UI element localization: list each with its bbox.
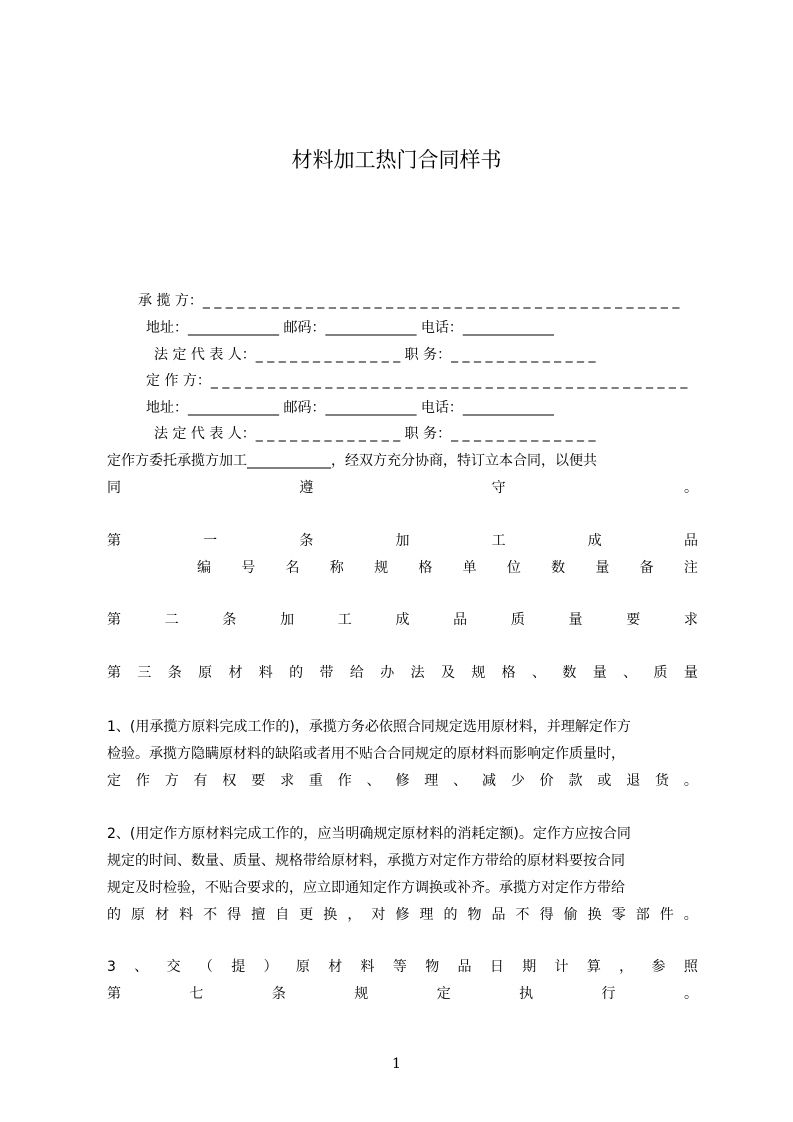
- paragraph-line: 2、(用定作方原材料完成工作的，应当明确规定原材料的消耗定额)。定作方应按合同: [107, 826, 631, 842]
- char: 的: [107, 907, 121, 923]
- char: 材: [155, 907, 170, 923]
- char: 求: [683, 612, 698, 628]
- char: 条: [167, 665, 182, 681]
- char: 物: [425, 959, 440, 975]
- char: 得: [227, 907, 242, 923]
- char: 量: [683, 665, 698, 681]
- char: 理: [424, 773, 439, 789]
- char: 原: [198, 665, 213, 681]
- char: 不: [203, 907, 218, 923]
- char: 量: [592, 665, 607, 681]
- char: 价: [539, 773, 554, 789]
- char: 条: [299, 533, 314, 549]
- char: 名: [285, 560, 300, 576]
- char: 号: [241, 560, 256, 576]
- paragraph-line: [107, 902, 698, 929]
- char: 带: [319, 665, 334, 681]
- paragraph-2: [107, 821, 698, 929]
- paragraph-line: 规定的时间、数量、质量、规格带给原材料，承揽方对定作方带给的原材料要按合同: [107, 853, 625, 869]
- char: 第: [107, 986, 121, 1002]
- char: 、: [453, 773, 468, 789]
- char: 计: [554, 959, 569, 975]
- char: 加: [280, 612, 295, 628]
- contractor-line: 承 揽 方：_ _ _ _ _ _ _ _ _ _ _ _ _ _ _ _ _ _ _ _ _ _ _ _ _ _ _ _ _ _ _ _ _ _ _ _ _ _ _ _ _ _: [138, 293, 680, 309]
- char: 执: [519, 986, 534, 1002]
- char: 部: [635, 907, 650, 923]
- char: 理: [419, 907, 434, 923]
- char: 三: [137, 665, 152, 681]
- char: 第: [107, 533, 121, 549]
- contractor-address-line: 地址：_____________ 邮码：_____________ 电话：_____________: [146, 320, 554, 336]
- char: 偷: [563, 907, 578, 923]
- char: 的: [443, 907, 458, 923]
- char: 位: [506, 560, 521, 576]
- char: 。: [683, 480, 698, 496]
- char: 守: [491, 480, 506, 496]
- char: 要: [626, 612, 641, 628]
- char: 规: [471, 665, 486, 681]
- char: 法: [410, 665, 425, 681]
- char: 照: [683, 959, 698, 975]
- char: 算: [586, 959, 601, 975]
- char: 原: [295, 959, 310, 975]
- paragraph-line: [107, 768, 698, 795]
- char: 、: [134, 959, 149, 975]
- contractor-representative-line: 法 定 代 表 人：_ _ _ _ _ _ _ _ _ _ _ _ _ 职 务：_ _ _ _ _ _ _ _ _ _ _ _ _: [154, 347, 596, 363]
- char: 一: [203, 533, 218, 549]
- char: 有: [193, 773, 208, 789]
- char: 数: [551, 560, 566, 576]
- char: 办: [380, 665, 395, 681]
- char: 同: [107, 480, 121, 496]
- char: 格: [501, 665, 516, 681]
- char: 期: [522, 959, 537, 975]
- char: 得: [539, 907, 554, 923]
- char: 件: [659, 907, 674, 923]
- char: 款: [568, 773, 583, 789]
- char: 、: [532, 665, 547, 681]
- char: 。: [683, 773, 698, 789]
- char: 参: [651, 959, 666, 975]
- char: 条: [271, 986, 286, 1002]
- char: 编: [197, 560, 211, 576]
- char: 第: [107, 665, 121, 681]
- char: 条: [222, 612, 237, 628]
- char: 等: [392, 959, 407, 975]
- char: 定: [436, 986, 451, 1002]
- char: 或: [597, 773, 612, 789]
- char: 物: [467, 907, 482, 923]
- char: 品: [683, 533, 698, 549]
- char: 不: [515, 907, 530, 923]
- intro-line: 定作方委托承揽方加工____________，经双方充分协商，特订立本合同，以便共: [107, 453, 597, 469]
- paragraph-line: 规定及时检验，不贴合要求的，应立即通知定作方调换或补齐。承揽方对定作方带给: [107, 880, 625, 896]
- char: 定: [107, 773, 121, 789]
- char: 材: [228, 665, 243, 681]
- article-1-heading: [107, 531, 698, 551]
- char: 料: [360, 959, 375, 975]
- char: 单: [462, 560, 477, 576]
- article-2-heading: [107, 610, 698, 630]
- client-representative-line: 法 定 代 表 人：_ _ _ _ _ _ _ _ _ _ _ _ _ 职 务：_ _ _ _ _ _ _ _ _ _ _ _ _: [154, 426, 596, 442]
- char: 自: [275, 907, 290, 923]
- char: 。: [683, 907, 698, 923]
- char: 。: [683, 986, 698, 1002]
- char: 换: [323, 907, 338, 923]
- char: 修: [395, 907, 410, 923]
- char: 规: [354, 986, 369, 1002]
- char: 减: [481, 773, 496, 789]
- char: 成: [587, 533, 602, 549]
- char: 、: [623, 665, 638, 681]
- char: 对: [371, 907, 386, 923]
- char: 、: [366, 773, 381, 789]
- char: 料: [258, 665, 273, 681]
- char: 更: [299, 907, 314, 923]
- client-line: 定 作 方：_ _ _ _ _ _ _ _ _ _ _ _ _ _ _ _ _ _ _ _ _ _ _ _ _ _ _ _ _ _ _ _ _ _ _ _ _ _ _ _ _ _: [146, 373, 688, 389]
- page-number: 1: [392, 1056, 401, 1072]
- article-1-columns: [197, 558, 698, 578]
- char: 成: [395, 612, 410, 628]
- char: 七: [189, 986, 204, 1002]
- paragraph-1: [107, 714, 698, 795]
- char: 方: [164, 773, 179, 789]
- char: 零: [611, 907, 626, 923]
- char: 遵: [299, 480, 314, 496]
- char: 少: [510, 773, 525, 789]
- char: 品: [491, 907, 506, 923]
- client-address-line: 地址：_____________ 邮码：_____________ 电话：_____________: [146, 400, 554, 416]
- char: 第: [107, 612, 121, 628]
- char: 3: [107, 959, 116, 975]
- char: 工: [491, 533, 506, 549]
- char: 备: [639, 560, 654, 576]
- char: 规: [374, 560, 389, 576]
- char: ）: [263, 959, 278, 975]
- paragraph-line: 检验。承揽方隐瞒原材料的缺陷或者用不贴合合同规定的原材料而影响定作质量时，: [107, 746, 625, 762]
- char: 货: [655, 773, 670, 789]
- char: 量: [595, 560, 610, 576]
- char: 加: [395, 533, 410, 549]
- char: 工: [337, 612, 352, 628]
- char: 行: [601, 986, 616, 1002]
- article-3-heading: [107, 663, 698, 683]
- intro-end-line: [107, 478, 698, 498]
- paragraph-line: 1、(用承揽方原料完成工作的)，承揽方务必依照合同规定选用原材料，并理解定作方: [107, 719, 631, 735]
- char: 提: [231, 959, 246, 975]
- char: 品: [457, 959, 472, 975]
- char: 质: [653, 665, 668, 681]
- char: 的: [289, 665, 304, 681]
- char: 重: [308, 773, 323, 789]
- char: 注: [683, 560, 698, 576]
- char: 修: [395, 773, 410, 789]
- char: 料: [179, 907, 194, 923]
- char: 作: [135, 773, 150, 789]
- paragraph-3-line-1: [107, 957, 698, 977]
- char: 退: [626, 773, 641, 789]
- char: 作: [337, 773, 352, 789]
- char: 及: [440, 665, 455, 681]
- char: 品: [453, 612, 468, 628]
- char: 原: [131, 907, 146, 923]
- char: ，: [347, 907, 362, 923]
- char: 求: [280, 773, 295, 789]
- char: 格: [418, 560, 433, 576]
- char: 日: [489, 959, 504, 975]
- char: 交: [166, 959, 181, 975]
- char: 数: [562, 665, 577, 681]
- char: 质: [510, 612, 525, 628]
- paragraph-3-line-2: [107, 984, 698, 1004]
- char: （: [198, 959, 213, 975]
- char: 材: [328, 959, 343, 975]
- char: 要: [251, 773, 266, 789]
- char: 权: [222, 773, 237, 789]
- char: 二: [164, 612, 179, 628]
- char: 量: [568, 612, 583, 628]
- char: 换: [587, 907, 602, 923]
- document-title: 材料加工热门合同样书: [291, 148, 502, 172]
- char: 称: [329, 560, 344, 576]
- char: ，: [619, 959, 634, 975]
- char: 擅: [251, 907, 266, 923]
- char: 给: [349, 665, 364, 681]
